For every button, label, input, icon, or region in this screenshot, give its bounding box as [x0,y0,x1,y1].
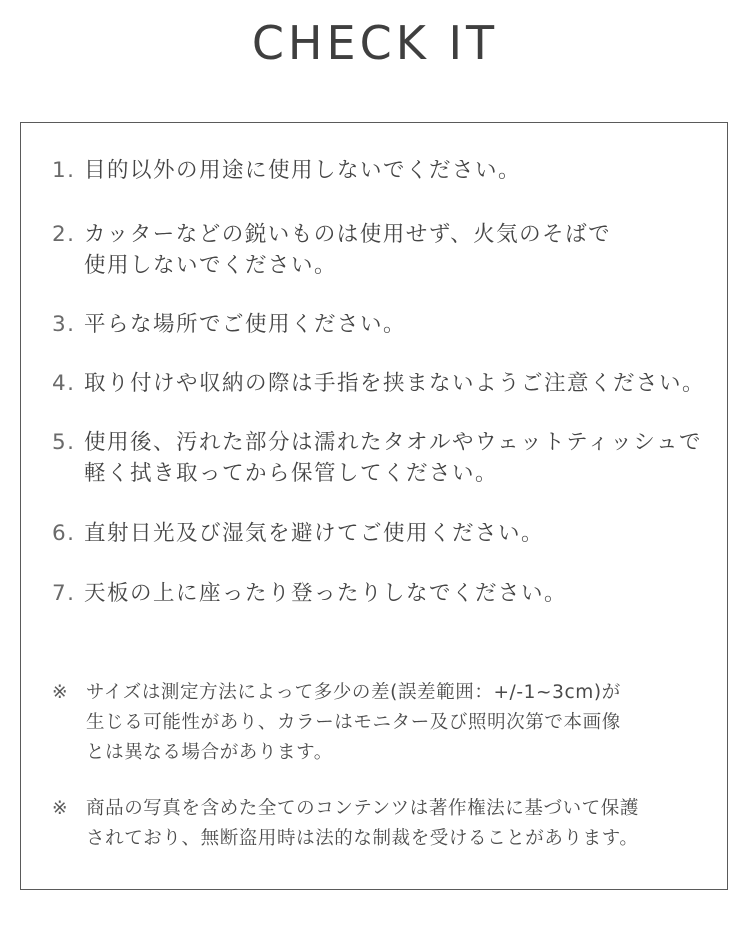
page-title: CHECK IT [251,16,499,70]
list-item [52,309,702,340]
note-item [52,794,702,854]
list-item [52,368,706,399]
item-number: 5. [52,430,76,455]
item-text: 目的以外の用途に使用しないでください。 [84,158,522,183]
item-number: 4. [52,371,76,396]
item-number: 6. [52,521,76,546]
note-text: 生じる可能性があり、カラーはモニター及び照明次第で本画像 [86,712,621,733]
list-item [52,219,702,281]
reference-mark-icon: ※ [52,798,69,819]
item-text: 天板の上に座ったり登ったりしなでください。 [84,581,568,606]
item-text: 使用後、汚れた部分は濡れたタオルやウェットティッシュで [84,430,702,455]
list-item [52,427,702,489]
item-number: 7. [52,581,76,606]
item-text: 使用しないでください。 [84,253,338,278]
item-number: 2. [52,222,76,247]
note-item [52,678,702,768]
item-number: 3. [52,312,76,337]
list-item [52,578,702,609]
list-item [52,518,702,549]
note-text: 商品の写真を含めた全てのコンテンツは著作権法に基づいて保護 [86,798,639,819]
item-text: 平らな場所でご使用ください。 [84,312,407,337]
item-text: 軽く拭き取ってから保管してください。 [84,461,499,486]
note-text: サイズは測定方法によって多少の差(誤差範囲：+/-1~3cm)が [86,682,621,703]
note-text: されており、無断盗用時は法的な制裁を受けることがあります。 [86,828,639,849]
item-text: カッターなどの鋭いものは使用せず、火気のそばで [84,222,612,247]
item-text: 直射日光及び湿気を避けてご使用ください。 [84,521,545,546]
list-item [52,155,702,186]
item-text: 取り付けや収納の際は手指を挟まないようご注意ください。 [84,371,706,396]
reference-mark-icon: ※ [52,682,69,703]
item-number: 1. [52,158,76,183]
note-text: とは異なる場合があります。 [86,742,333,763]
